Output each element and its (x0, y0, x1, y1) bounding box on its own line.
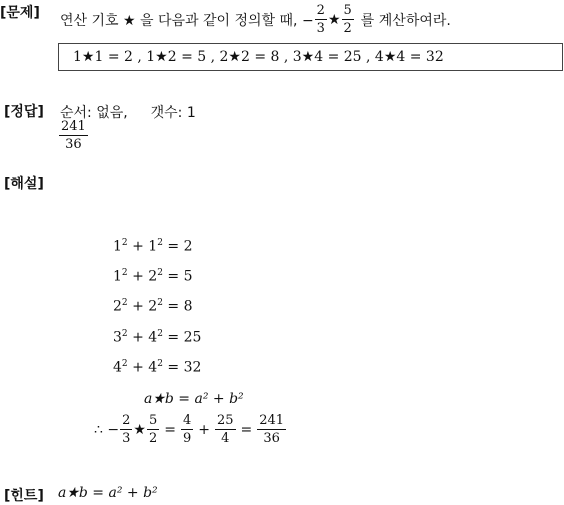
answer-label: [정답] (4, 104, 44, 120)
star-icon: ★ (327, 11, 341, 28)
problem-fraction-2 (342, 4, 354, 35)
final-computation: ∴ − $\frac{2}{3}$ ★ $\frac{5}{2}$ = $\frac{4}{9}$ + $\frac{25}{4}$ = $\frac{241}{36}$ (94, 413, 285, 446)
problem-frac1-den: 3 (316, 21, 325, 36)
answer-value (58, 120, 89, 151)
definition-box (58, 43, 563, 71)
equation-row: $1^2 + 1^2 = 2$ (113, 238, 193, 255)
equation-row: $4^2 + 4^2 = 32$ (113, 359, 202, 376)
general-rule: a★b = a² + b² (144, 391, 244, 407)
problem-text-before: 연산 기호 ★ 을 다음과 같이 정의할 때, − (60, 12, 314, 29)
explanation-label: [해설] (4, 176, 44, 192)
definition-examples: 1★1 = 2 , 1★2 = 5 , 2★2 = 8 , 3★4 = 25 , 4★4 = 32 (73, 49, 444, 65)
equation-row: $3^2 + 4^2 = 25$ (113, 329, 202, 346)
star-icon: ★ (133, 421, 146, 438)
answer-num: 241 (61, 119, 86, 134)
equation-row: $1^2 + 2^2 = 5$ (113, 268, 193, 285)
problem-statement (60, 4, 451, 35)
problem-frac2-num: 5 (343, 3, 352, 18)
problem-frac1-num: 2 (316, 3, 325, 18)
answer-order: 순서: 없음, (60, 105, 128, 121)
problem-frac2-den: 2 (343, 21, 352, 36)
hint-text: a★b = a² + b² (58, 485, 158, 501)
hint-label: [힌트] (4, 488, 44, 504)
problem-label: [문제] (0, 5, 40, 21)
problem-fraction-1 (315, 4, 327, 35)
answer-den: 36 (65, 137, 82, 152)
final-prefix: ∴ − (94, 421, 120, 438)
problem-text-after: 를 계산하여라. (360, 12, 451, 29)
answer-count: 갯수: 1 (150, 105, 196, 121)
equation-row: $2^2 + 2^2 = 8$ (113, 298, 193, 315)
